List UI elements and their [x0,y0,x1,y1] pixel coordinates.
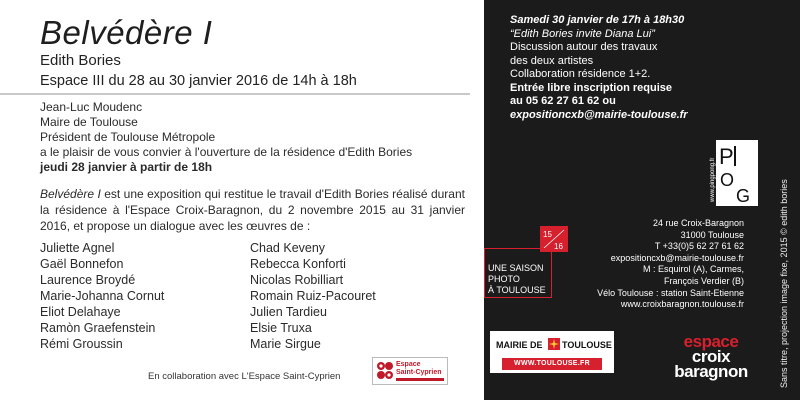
artist-list-item: Gaël Bonnefon [40,257,124,271]
pingpong-url: www.pingpong.fr [710,157,716,202]
image-credit: Sans titre, projection image fixe, 2015 © edith bories [779,179,789,388]
artist-list-item: Marie Sirgue [250,337,321,351]
artist-list-item: Chad Keveny [250,241,326,255]
exhibition-description [40,186,465,234]
address-block [597,218,744,311]
ecb-line3: baragnon [674,362,748,381]
artists-list-col2 [250,240,376,352]
artists-list-col1 [40,240,164,352]
artist-list-item: Nicolas Robilliart [250,273,344,287]
invitation-right-panel [484,0,800,400]
address-line: 24 rue Croix-Baragnon [652,218,744,228]
cyprien-bar [396,378,444,381]
artist-list-item: Marie-Johanna Cornut [40,289,165,303]
pingpong-letter-o: O [720,170,735,190]
exhibition-dates: Espace III du 28 au 30 janvier 2016 de 14h à 18h [40,73,357,89]
event-line: Discussion autour des travaux [510,41,658,53]
invitation-line: Maire de Toulouse [40,115,138,129]
artist-list-item: Romain Ruiz-Pacouret [250,289,376,303]
ecb-line2: croix [691,347,731,366]
mairie-toulouse-logo [490,331,614,373]
espace-saint-cyprien-logo [372,357,448,385]
cyprien-line1: Espace [396,361,421,368]
invitation-line: Jean-Luc Moudenc [40,100,143,114]
description-text: est une exposition qui restitue le travail d'Edith Bories réalisé durant la résidence à l'Espace Croix-Baragnon, du 2 novembre 2015 au 31 janvier 2016, et propose un dialogue avec les œuvres de : [40,187,465,233]
address-line: T +33(0)5 62 27 61 62 [654,241,744,252]
artist-list-item: Ramòn Graefenstein [40,321,156,335]
event-line: Samedi 30 janvier de 17h à 18h30 [510,14,685,26]
pingpong-letter-g: G [736,186,751,206]
artist-name: Edith Bories [40,52,121,69]
pingpong-url-vertical [706,142,716,204]
address-line: François Verdier (B) [663,275,744,286]
saison-num-bottom: 16 [554,242,563,251]
invitation-line: jeudi 28 janvier à partir de 18h [40,160,213,174]
event-line: Entrée libre inscription requise [510,81,672,94]
saison-line: À TOULOUSE [488,285,546,295]
saison-num-top: 15 [543,230,552,239]
ecb-line1: espace [683,332,739,351]
pingpong-mark-icon [716,140,758,206]
event-line: expositioncxb@mairie-toulouse.fr [510,108,688,121]
mairie-name-left: MAIRIE DE [496,340,543,350]
pingpong-logo [706,140,758,206]
address-line: www.croixbaragnon.toulouse.fr [620,299,744,310]
artist-list-item: Rémi Groussin [40,337,123,351]
saison-line: UNE SAISON [488,263,544,273]
mairie-url: WWW.TOULOUSE.FR [502,358,602,370]
pingpong-letter-p: P [719,144,734,169]
address-line: expositioncxb@mairie-toulouse.fr [610,252,744,263]
espace-croix-baragnon-logo [656,334,766,384]
address-line: 31000 Toulouse [680,229,744,240]
artist-list-item: Elsie Truxa [250,321,312,335]
invitation-block [40,100,412,175]
cyprien-mark-icon [376,361,394,381]
exhibition-title: Belvédère I [40,14,213,51]
collaboration-text: En collaboration avec L'Espace Saint-Cyprien [148,371,341,382]
artist-list-item: Rebecca Konforti [250,257,346,271]
description-title: Belvédère I [40,187,101,201]
artist-list-item: Laurence Broydé [40,273,136,287]
address-line: Vélo Toulouse : station Saint-Etienne [597,287,744,298]
saison-line: PHOTO [488,274,520,284]
event-line: Collaboration résidence 1+2. [510,68,651,80]
event-line: au 05 62 27 61 62 ou [510,95,616,107]
event-line: “Edith Bories invite Diana Lui” [510,27,655,40]
address-line: M : Esquirol (A), Carmes, [642,264,744,275]
invitation-line: Président de Toulouse Métropole [40,130,216,144]
artist-list-item: Eliot Delahaye [40,305,121,319]
invitation-line: a le plaisir de vous convier à l'ouverture de la résidence d'Edith Bories [40,145,413,159]
event-block [510,14,688,122]
artist-list-item: Julien Tardieu [250,305,327,319]
divider [0,93,470,95]
mairie-name-right: TOULOUSE [562,340,612,350]
cyprien-line2: Saint-Cyprien [396,369,442,376]
event-line: des deux artistes [510,54,594,67]
saison-photo-text [488,263,556,296]
toulouse-cross-icon [548,338,560,350]
artist-list-item: Juliette Agnel [40,241,115,255]
